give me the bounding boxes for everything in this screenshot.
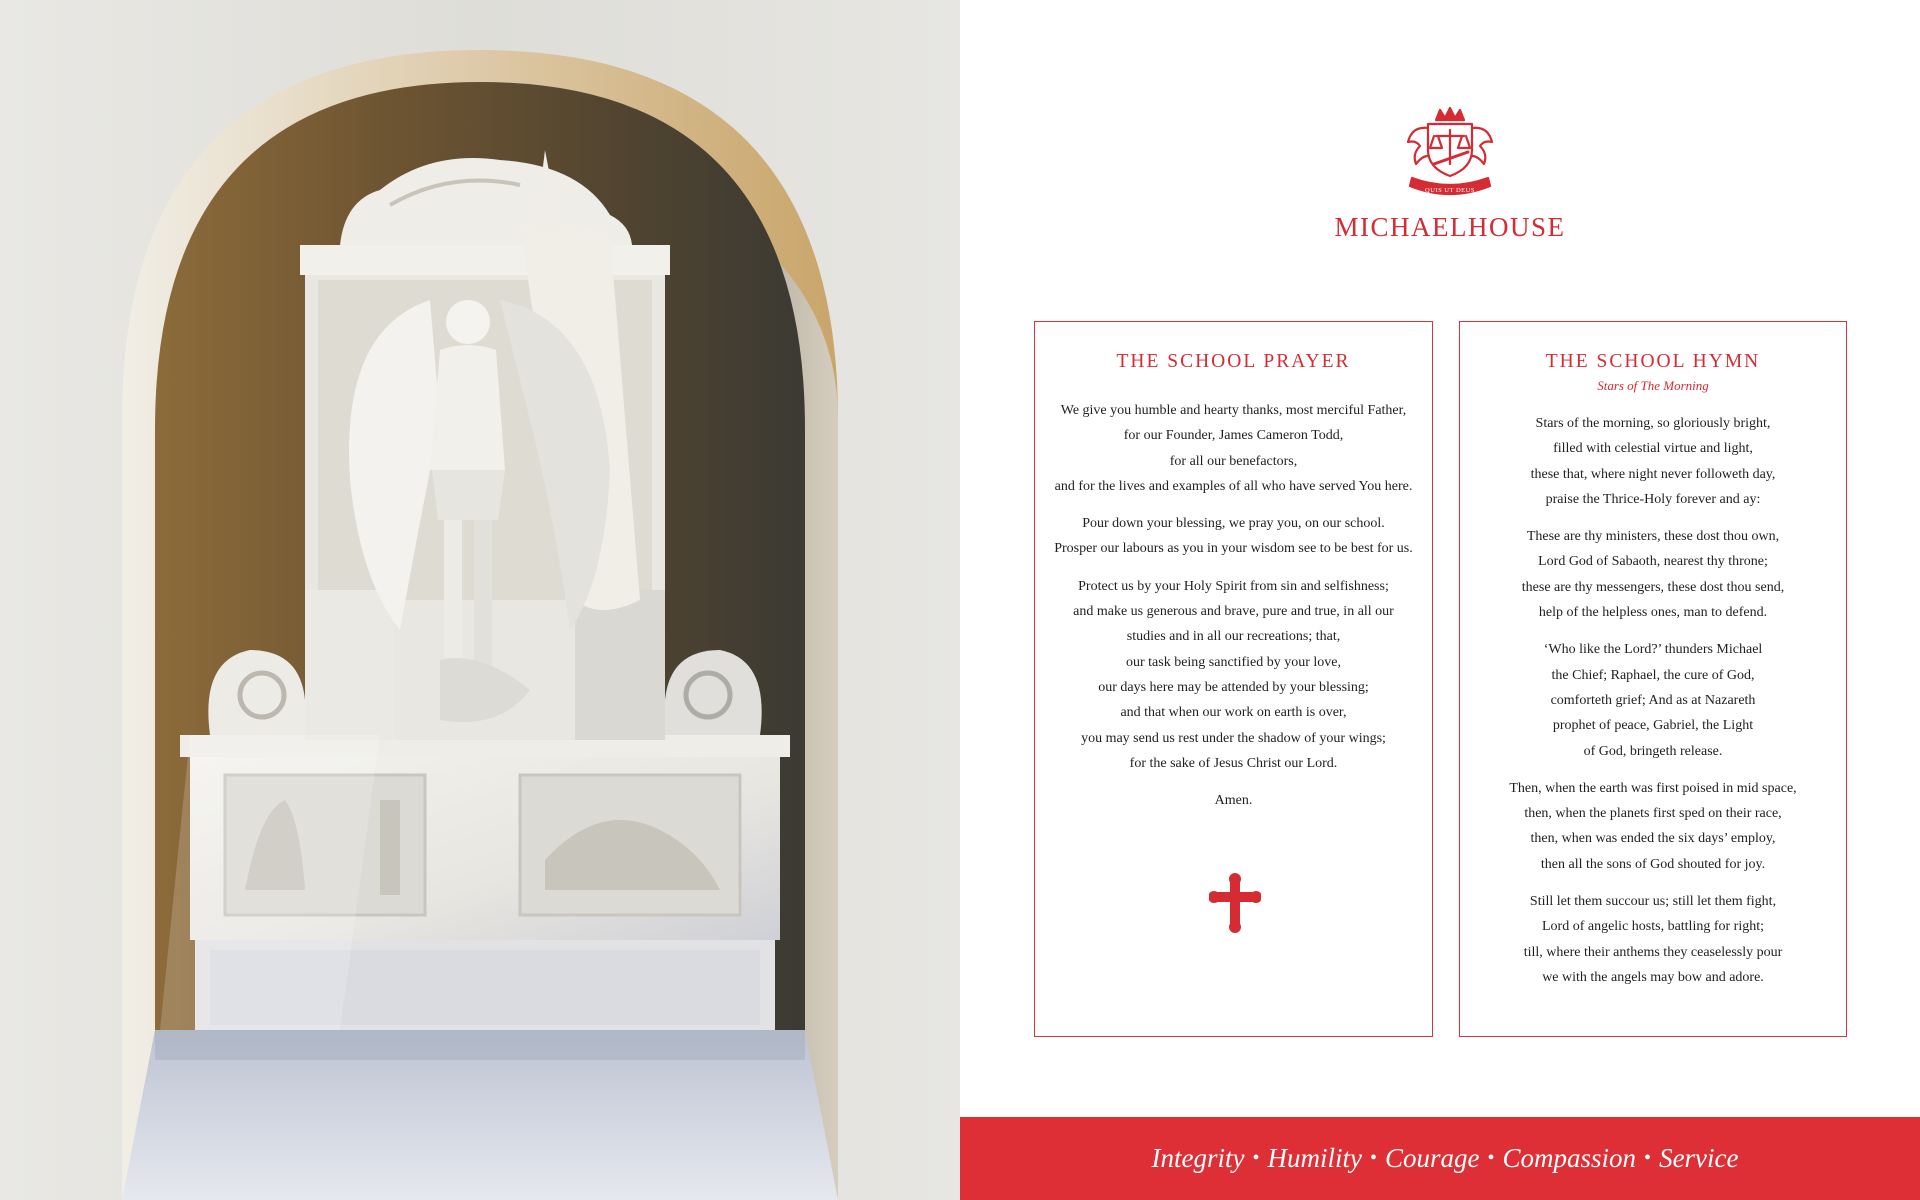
- school-crest-icon: [1398, 106, 1502, 202]
- prayer-line: for all our benefactors,: [1169, 453, 1298, 469]
- value-courage: Courage: [1385, 1143, 1480, 1173]
- hymn-line: Still let them succour us; still let them fight,: [1529, 894, 1777, 910]
- hymn-line: help of the helpless ones, man to defend.: [1538, 605, 1768, 621]
- hymn-line: ‘Who like the Lord?’ thunders Michael: [1543, 642, 1763, 658]
- value-humility: Humility: [1267, 1143, 1362, 1173]
- hymn-line: Then, when the earth was first poised in mid space,: [1509, 780, 1797, 796]
- hymn-line: of God, bringeth release.: [1583, 743, 1723, 759]
- value-separator: •: [1487, 1147, 1495, 1169]
- hymn-line: filled with celestial virtue and light,: [1553, 441, 1753, 457]
- prayer-line: our task being sanctified by your love,: [1125, 654, 1341, 670]
- hymn-line: Lord God of Sabaoth, nearest thy throne;: [1538, 554, 1768, 570]
- hymn-line: then all the sons of God shouted for joy.: [1540, 856, 1766, 872]
- prayer-line: for our Founder, James Cameron Todd,: [1123, 428, 1344, 444]
- hymn-stanza: [1460, 776, 1846, 877]
- hymn-line: Lord of angelic hosts, battling for right;: [1541, 919, 1764, 935]
- school-hymn-card: [1459, 321, 1847, 1037]
- value-integrity: Integrity: [1151, 1143, 1245, 1173]
- prayer-text: [1035, 398, 1432, 813]
- value-separator: •: [1252, 1147, 1260, 1169]
- prayer-stanza: [1035, 398, 1432, 499]
- hymn-stanza: [1460, 637, 1846, 763]
- prayer-line: We give you humble and hearty thanks, most merciful Father,: [1060, 403, 1407, 418]
- prayer-line: our days here may be attended by your blessing;: [1098, 679, 1369, 695]
- school-prayer-hymn-page: [960, 0, 1920, 1200]
- prayer-line: Prosper our labours as you in your wisdom see to be best for us.: [1054, 541, 1413, 557]
- hymn-line: Stars of the morning, so gloriously bright,: [1535, 416, 1771, 431]
- prayer-stanza: [1035, 574, 1432, 776]
- prayer-title: THE SCHOOL PRAYER: [1116, 351, 1351, 372]
- hymn-line: then, when the planets first sped on their race,: [1524, 806, 1782, 822]
- hymn-text: [1460, 411, 1846, 990]
- value-separator: •: [1644, 1147, 1652, 1169]
- hymn-stanza: [1460, 411, 1846, 512]
- prayer-stanza: [1035, 511, 1432, 562]
- school-name: MICHAELHOUSE: [1334, 212, 1566, 242]
- prayer-stanza: [1035, 788, 1432, 813]
- value-separator: •: [1369, 1147, 1377, 1169]
- prayer-line: studies and in all our recreations; that,: [1126, 629, 1341, 645]
- hymn-line: the Chief; Raphael, the cure of God,: [1551, 667, 1755, 683]
- cross-icon: [1209, 872, 1261, 934]
- hymn-line: we with the angels may bow and adore.: [1542, 969, 1764, 985]
- crest-motto: QUIS UT DEUS: [1425, 187, 1475, 194]
- hymn-line: These are thy ministers, these dost thou own,: [1526, 529, 1780, 545]
- prayer-line: for the sake of Jesus Christ our Lord.: [1129, 755, 1338, 771]
- hymn-line: comforteth grief; And as at Nazareth: [1550, 692, 1756, 708]
- prayer-line: and make us generous and brave, pure and true, in all our: [1073, 604, 1394, 620]
- prayer-line: you may send us rest under the shadow of your wings;: [1081, 730, 1386, 746]
- hymn-line: these that, where night never followeth day,: [1530, 466, 1776, 482]
- value-compassion: Compassion: [1502, 1143, 1637, 1173]
- value-service: Service: [1659, 1143, 1739, 1173]
- hymn-line: then, when was ended the six days’ employ,: [1530, 831, 1776, 847]
- prayer-amen: Amen.: [1214, 793, 1253, 809]
- prayer-line: Protect us by your Holy Spirit from sin and selfishness;: [1078, 578, 1389, 594]
- hymn-stanza: [1460, 524, 1846, 625]
- school-prayer-card: [1034, 321, 1433, 1037]
- school-values-bar: [960, 1117, 1920, 1200]
- hymn-stanza: [1460, 889, 1846, 990]
- hymn-subtitle: Stars of The Morning: [1597, 378, 1709, 393]
- hymn-line: praise the Thrice-Holy forever and ay:: [1545, 491, 1761, 507]
- prayer-line: Pour down your blessing, we pray you, on our school.: [1082, 516, 1385, 532]
- hymn-title: THE SCHOOL HYMN: [1545, 351, 1761, 372]
- hymn-line: till, where their anthems they ceaselessly pour: [1523, 944, 1783, 960]
- prayer-line: and that when our work on earth is over,: [1120, 705, 1347, 721]
- hymn-line: these are thy messengers, these dost thou send,: [1521, 579, 1785, 595]
- hymn-line: prophet of peace, Gabriel, the Light: [1552, 718, 1754, 734]
- prayer-line: and for the lives and examples of all who have served You here.: [1054, 478, 1413, 494]
